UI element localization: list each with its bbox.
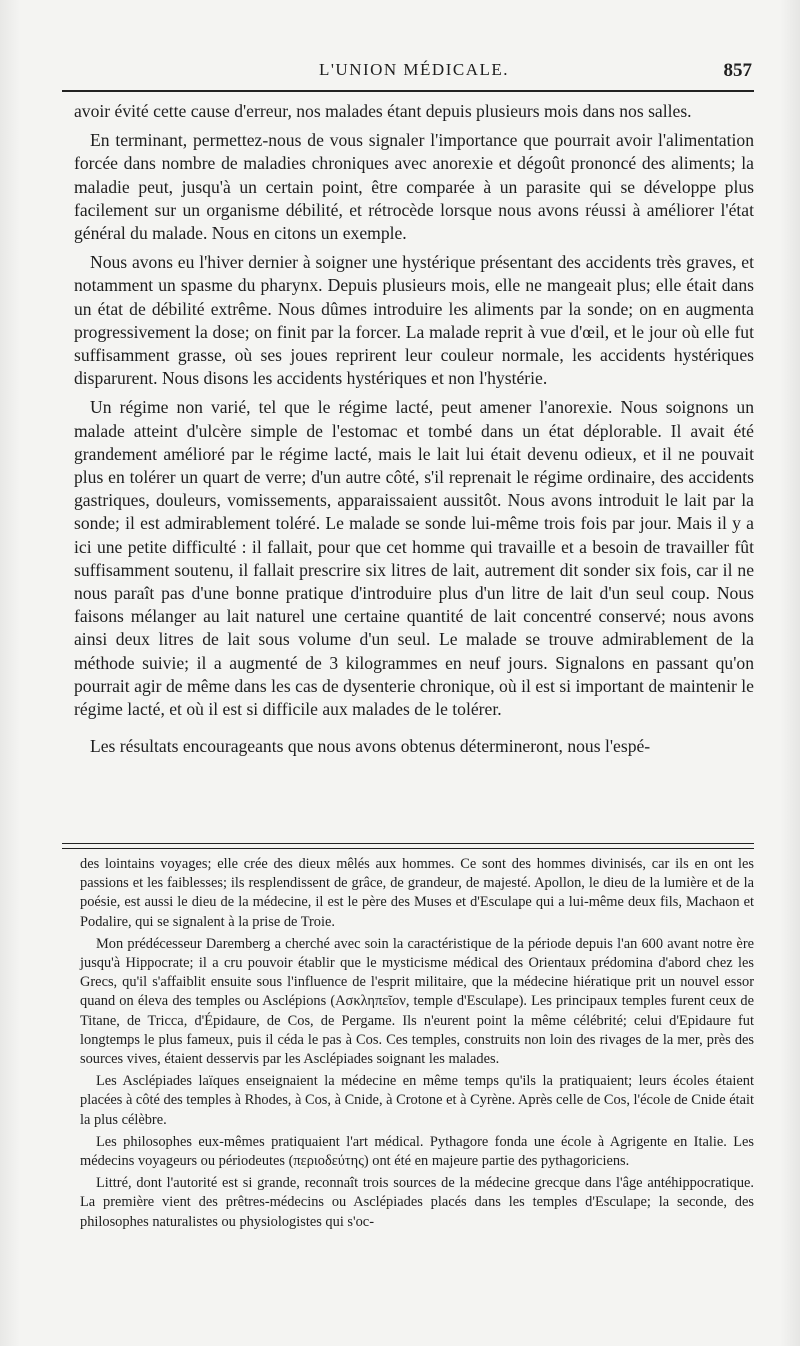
footnote-paragraph: Mon prédécesseur Daremberg a cherché avec soin la caractéristique de la période depuis l'an 600 avant notre ère jusqu'à Hippocrate; il a cru pouvoir établir que le mysticisme médical des Orientaux prédomina d'abord chez les Grecs, qu'il s'affaiblit ensuite sous l'influence de l'esprit militaire, que la médecine hiératique prit un nouvel essor quand on éleva des temples ou Asclépions (Ασκληπεῖον, temple d'Esculape). Les principaux temples furent ceux de Titane, de Tricca, d'Épidaure, de Cos, de Pergame. Ils n'eurent point la même célébrité; celui d'Epidaure fut longtemps le plus fameux, puis il céda le pas à Cos. Ces temples, construits non loin des rivages de la mer, près des sources vives, étaient desservis par les Asclépiades soignant les malades. [80, 935, 754, 1068]
footnote-paragraph: des lointains voyages; elle crée des dieux mêlés aux hommes. Ce sont des hommes divinisés, car ils en ont les passions et les faiblesses; ils resplendissent de grâce, de grandeur, de majesté. Apollon, le dieu de la lumière et de la poésie, est aussi le dieu de la médecine, il est le père des Muses et d'Esculape qui a lui-même deux fils, Machaon et Podalire, qui se signalent à la prise de Troie. [80, 856, 754, 930]
header-rule [62, 90, 754, 92]
footnote-text [80, 855, 754, 1235]
footnote-separator [62, 843, 754, 849]
page-header [74, 60, 754, 92]
paragraph: Un régime non varié, tel que le régime lacté, peut amener l'anorexie. Nous soignons un malade atteint d'ulcère simple de l'estomac et tombé dans un état déplorable. Il avait été grandement amélioré par le régime lacté, mais le lait lui était devenu odieux, et il ne pouvait plus en tolérer un quart de verre; d'un autre côté, s'il reprenait le régime ordinaire, des accidents gastriques, douleurs, vomissements, apparaissaient aussitôt. Nous avons introduit le lait par la sonde; il est admirablement toléré. Le malade se sonde lui-même trois fois par jour. Mais il y a ici une petite difficulté : il fallait, pour que cet homme qui travaille et a besoin de travailler fût suffisamment soutenu, il fallait prescrire six litres de lait, autrement dit sonder six fois, car il ne nous paraît pas d'une bonne pratique d'introduire plus d'un litre de lait d'un seul coup. Nous faisons mélanger au lait naturel une certaine quantité de lait concentré conservé; nous avons ainsi deux litres de lait sous volume d'un seul. Le malade se trouve admirablement de la méthode suivie; il a augmenté de 3 kilogrammes en neuf jours. Signalons en passant qu'on pourrait agir de même dans les cas de dysenterie chronique, où il est si important de maintenir le régime lacté, et où il est si difficile aux malades de le tolérer. [74, 397, 754, 720]
footnote-paragraph: Littré, dont l'autorité est si grande, reconnaît trois sources de la médecine grecque dans l'âge antéhippocratique. La première vient des prêtres-médecins ou Asclépiades placés dans les temples d'Esculape; la seconde, des philosophes naturalistes ou physiologistes qui s'oc- [80, 1175, 754, 1230]
paragraph: avoir évité cette cause d'erreur, nos malades étant depuis plusieurs mois dans nos salles. [74, 101, 692, 121]
paragraph: Nous avons eu l'hiver dernier à soigner une hystérique présentant des accidents très graves, et notamment un spasme du pharynx. Depuis plusieurs mois, elle ne mangeait plus; elle était dans un état de débilité extrême. Nous dûmes introduire les aliments par la sonde; on en augmenta progressivement la dose; on finit par la forcer. La malade reprit à vue d'œil, et le jour où elle fut suffisamment grasse, où ses joues reprirent leur couleur normale, les accidents hystériques disparurent. Nous disons les accidents hystériques et non l'hystérie. [74, 252, 754, 389]
footnote-paragraph: Les philosophes eux-mêmes pratiquaient l'art médical. Pythagore fonda une école à Agrigente en Italie. Les médecins voyageurs ou périodeutes (περιοδεύτης) ont été en majeure partie des pythagoriciens. [80, 1133, 754, 1170]
paragraph: Les résultats encourageants que nous avons obtenus détermineront, nous l'espé- [90, 736, 651, 757]
running-title: L'UNION MÉDICALE. [318, 60, 510, 79]
page-number: 857 [723, 60, 752, 81]
footnote-paragraph: Les Asclépiades laïques enseignaient la médecine en même temps qu'ils la pratiquaient; leurs écoles étaient placées à côté des temples à Rhodes, à Cos, à Cnide, à Crotone et à Cyrène. Après celle de Cos, l'école de Cnide était la plus célèbre. [80, 1073, 754, 1128]
paragraph: En terminant, permettez-nous de vous signaler l'importance que pourrait avoir l'alimentation forcée dans nombre de maladies chroniques avec anorexie et dégoût prononcé des aliments; la maladie peut, jusqu'à un certain point, être comparée à un parasite qui se développe plus facilement sur un organisme débilité, et rétrocède lorsque nous avons réussi à améliorer l'état général du malade. Nous en citons un exemple. [74, 130, 754, 244]
main-text [74, 100, 754, 764]
